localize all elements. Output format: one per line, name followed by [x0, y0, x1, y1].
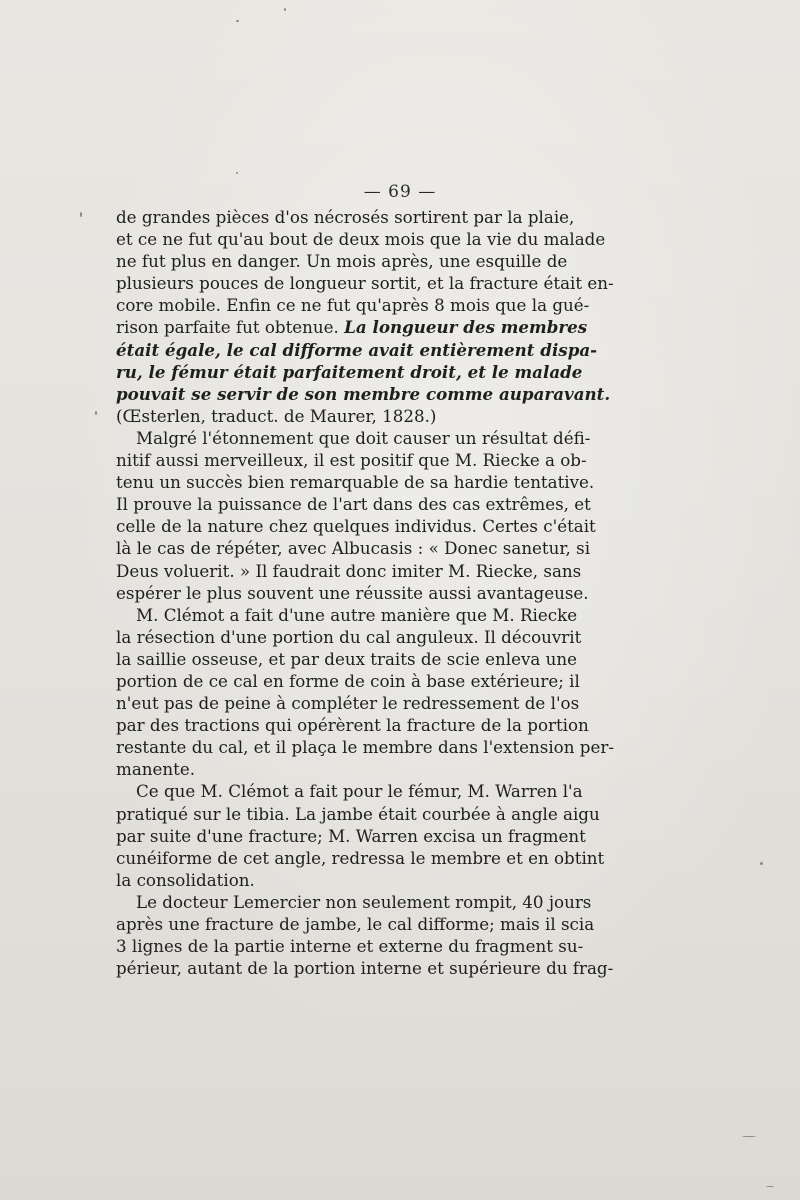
text-run: restante du cal, et il plaça le membre dans l'extension per- — [116, 737, 614, 758]
text-line — [116, 847, 605, 869]
text-line — [116, 405, 548, 427]
text-run: manente. — [116, 759, 196, 780]
text-line — [116, 471, 595, 493]
text-line — [116, 560, 582, 582]
italic-run: pouvait se servir de son membre comme auparavant. — [116, 383, 611, 404]
text-run: 3 lignes de la partie interne et externe du fragment su- — [116, 936, 584, 957]
text-line — [116, 250, 568, 272]
text-line — [116, 957, 614, 979]
text-run: nitif aussi merveilleux, il est positif que M. Riecke a ob- — [116, 450, 587, 471]
text-run: celle de la nature chez quelques individus. Certes c'était — [116, 516, 596, 537]
text-line — [116, 714, 589, 736]
text-line — [116, 626, 582, 648]
text-run: périeur, autant de la portion interne et supérieure du frag- — [116, 958, 614, 979]
text-line — [116, 780, 583, 802]
scan-speck — [236, 20, 239, 22]
text-line — [116, 891, 592, 913]
text-line — [116, 316, 588, 338]
text-run: et ce ne fut qu'au bout de deux mois que la vie du malade — [116, 229, 606, 250]
text-line — [116, 913, 595, 935]
scan-speck — [80, 212, 82, 217]
text-line — [116, 294, 590, 316]
text-line — [116, 228, 606, 250]
text-run: la saillie osseuse, et par deux traits de scie enleva une — [116, 648, 578, 669]
text-run: la résection d'une portion du cal anguleux. Il découvrit — [116, 626, 582, 647]
scan-speck — [236, 172, 238, 174]
text-line — [116, 449, 587, 471]
text-run: (Œsterlen, traduct. de Maurer, 1828.) — [116, 405, 437, 426]
text-line — [116, 758, 548, 780]
text-line — [116, 604, 578, 626]
text-run: cunéiforme de cet angle, redressa le membre et en obtint — [116, 847, 605, 868]
text-run: tenu un succès bien remarquable de sa hardie tentative. — [116, 472, 595, 493]
text-run: Ce que M. Clémot a fait pour le fémur, M. Warren l'a — [136, 781, 583, 802]
text-run: portion de ce cal en forme de coin à base extérieure; il — [116, 670, 580, 691]
text-line — [116, 648, 578, 670]
text-line — [116, 670, 580, 692]
page-number: — 69 — — [363, 182, 437, 202]
text-line — [116, 383, 611, 405]
text-line — [116, 736, 614, 758]
italic-run: ru, le fémur était parfaitement droit, et le malade — [116, 361, 583, 382]
text-run: là le cas de répéter, avec Albucasis : « Donec sanetur, si — [116, 538, 591, 559]
text-line — [116, 537, 591, 559]
scan-speck — [766, 1186, 774, 1187]
text-line — [116, 339, 598, 361]
text-line — [116, 361, 583, 383]
text-run: après une fracture de jambe, le cal difforme; mais il scia — [116, 914, 595, 934]
text-run: par des tractions qui opérèrent la fracture de la portion — [116, 715, 589, 736]
text-run: espérer le plus souvent une réussite aussi avantageuse. — [116, 582, 589, 603]
text-run: plusieurs pouces de longueur sortit, et la fracture était en- — [116, 273, 614, 294]
text-run: M. Clémot a fait d'une autre manière que M. Riecke — [136, 604, 578, 625]
text-run: rison parfaite fut obtenue. — [116, 317, 345, 338]
italic-run: La longueur des membres — [344, 317, 588, 338]
text-line — [116, 206, 575, 228]
text-run: ne fut plus en danger. Un mois après, une esquille de — [116, 251, 568, 272]
text-line — [116, 825, 586, 847]
scan-speck — [95, 411, 97, 415]
text-run: Le docteur Lemercier non seulement rompit, 40 jours — [136, 891, 592, 912]
scan-speck — [284, 8, 286, 11]
italic-run: était égale, le cal difforme avait entièrement dispa- — [116, 339, 598, 360]
scan-speck — [760, 862, 763, 865]
text-line — [116, 493, 591, 515]
text-line — [116, 935, 584, 957]
text-run: Il prouve la puissance de l'art dans des cas extrêmes, et — [116, 494, 591, 515]
text-run: n'eut pas de peine à compléter le redressement de l'os — [116, 693, 580, 714]
scan-speck — [742, 1136, 756, 1137]
text-line — [116, 803, 600, 825]
text-line — [116, 515, 596, 537]
text-run: de grandes pièces d'os nécrosés sortirent par la plaie, — [116, 207, 575, 227]
text-line — [116, 272, 614, 294]
body-text — [116, 206, 614, 979]
text-run: Malgré l'étonnement que doit causer un résultat défi- — [136, 427, 591, 448]
text-run: core mobile. Enfin ce ne fut qu'après 8 mois que la gué- — [116, 295, 590, 316]
text-run: Deus voluerit. » Il faudrait donc imiter M. Riecke, sans — [116, 560, 582, 581]
text-line — [116, 582, 589, 604]
text-line — [116, 869, 548, 891]
text-line — [116, 692, 580, 714]
text-run: pratiqué sur le tibia. La jambe était courbée à angle aigu — [116, 803, 600, 824]
text-run: la consolidation. — [116, 869, 255, 890]
text-line — [116, 427, 591, 449]
text-run: par suite d'une fracture; M. Warren excisa un fragment — [116, 825, 586, 846]
